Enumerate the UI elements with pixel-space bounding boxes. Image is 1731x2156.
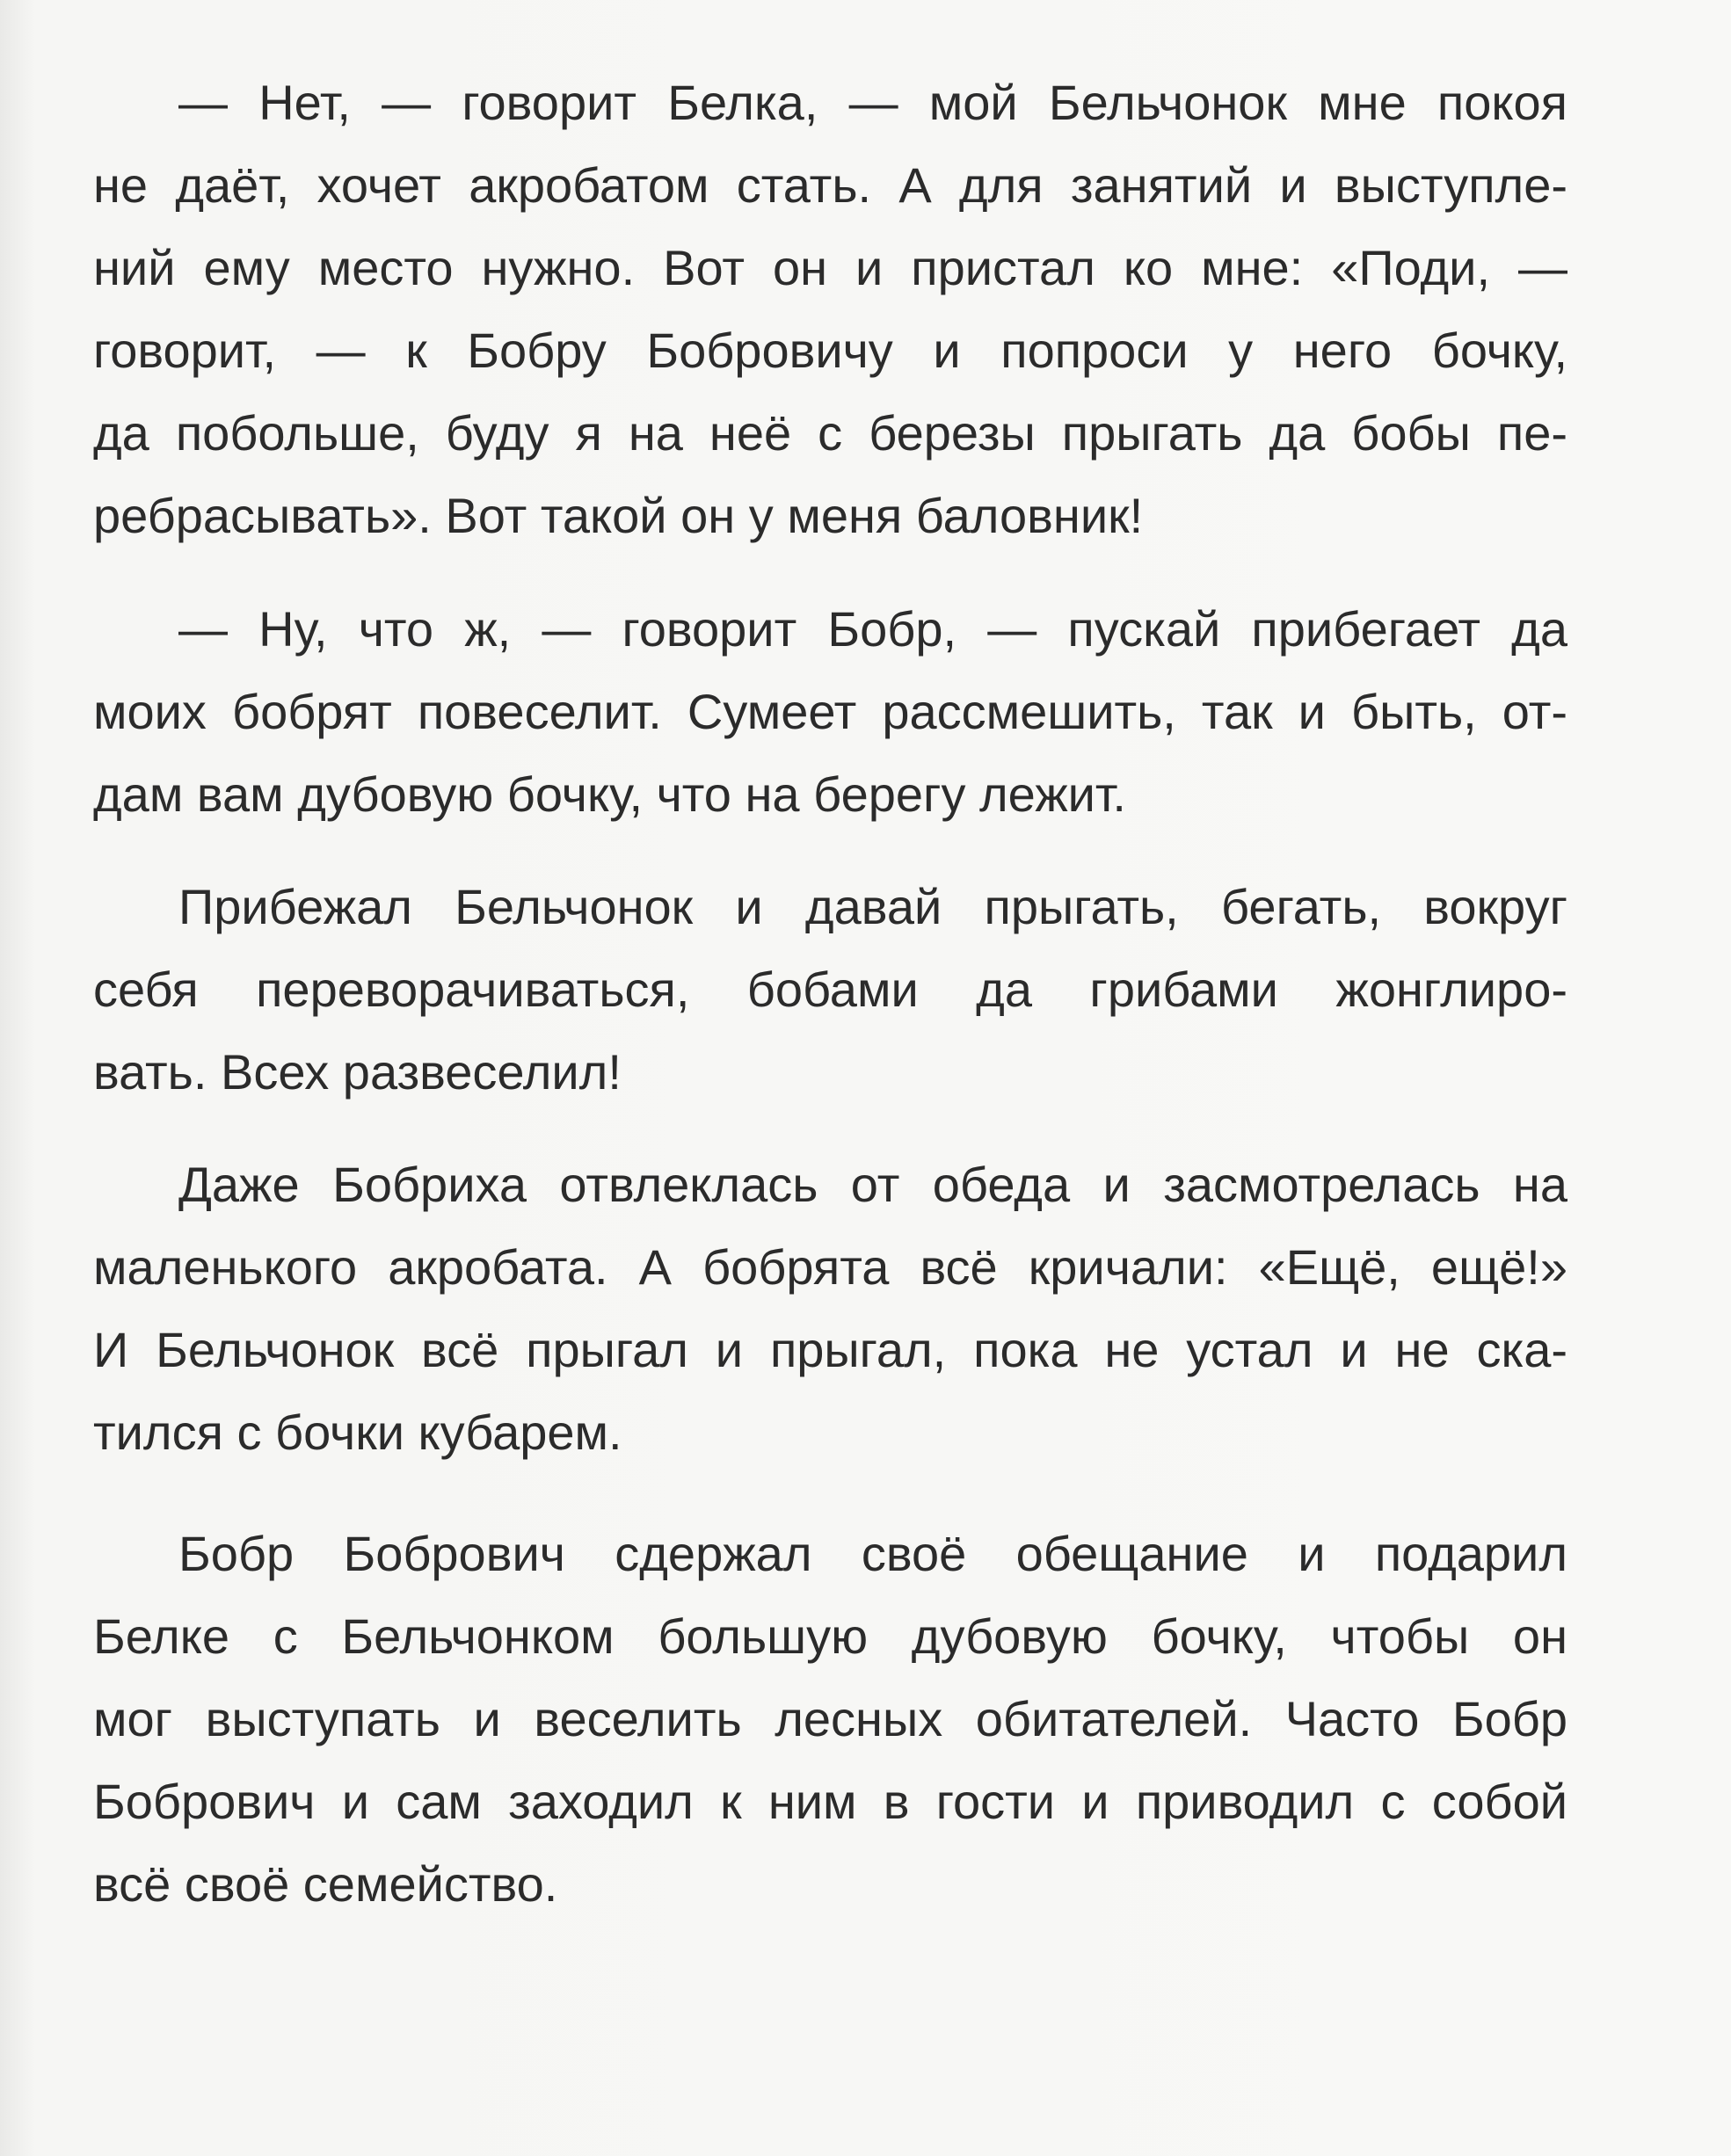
text-line: тился с бочки кубарем. — [93, 1405, 622, 1460]
text-line: дам вам дубовую бочку, что на берегу лежит. — [93, 766, 1126, 822]
text-line: ний ему место нужно. Вот он и пристал ко мне: «Поди, — — [93, 240, 1567, 295]
paragraph-4 — [93, 1143, 1567, 1474]
text-line: всё своё семейство. — [93, 1856, 558, 1912]
text-line: Белке с Бельчонком большую дубовую бочку, чтобы он — [93, 1608, 1567, 1664]
text-line: — Нет, — говорит Белка, — мой Бельчонок мне покоя — [178, 75, 1567, 130]
text-line: — Ну, что ж, — говорит Бобр, — пускай прибегает да — [178, 601, 1567, 657]
text-line: маленького акробата. А бобрята всё кричали: «Ещё, ещё!» — [93, 1239, 1567, 1295]
text-line: мог выступать и веселить лесных обитателей. Часто Бобр — [93, 1691, 1567, 1746]
text-line: Бобр Бобрович сдержал своё обещание и подарил — [178, 1526, 1567, 1581]
text-line: не даёт, хочет акробатом стать. А для занятий и выступле- — [93, 157, 1567, 213]
text-line: ребрасывать». Вот такой он у меня баловник! — [93, 488, 1144, 543]
text-line: говорит, — к Бобру Бобровичу и попроси у него бочку, — [93, 323, 1567, 378]
text-line: Бобрович и сам заходил к ним в гости и приводил с собой — [93, 1774, 1567, 1829]
text-line: И Бельчонок всё прыгал и прыгал, пока не устал и не ска- — [93, 1322, 1567, 1377]
text-line: себя переворачиваться, бобами да грибами жонглиро- — [93, 962, 1567, 1017]
text-line: моих бобрят повеселит. Сумеет рассмешить, так и быть, от- — [93, 684, 1567, 739]
paragraph-1 — [93, 62, 1567, 557]
paragraph-2 — [93, 588, 1567, 836]
text-line: Даже Бобриха отвлеклась от обеда и засмотрелась на — [178, 1157, 1567, 1212]
text-line: Прибежал Бельчонок и давай прыгать, бегать, вокруг — [178, 879, 1567, 934]
text-line: да побольше, буду я на неё с березы прыгать да бобы пе- — [93, 405, 1567, 461]
paragraph-3 — [93, 866, 1567, 1114]
text-line: вать. Всех развеселил! — [93, 1044, 622, 1100]
paragraph-5 — [93, 1513, 1567, 1926]
